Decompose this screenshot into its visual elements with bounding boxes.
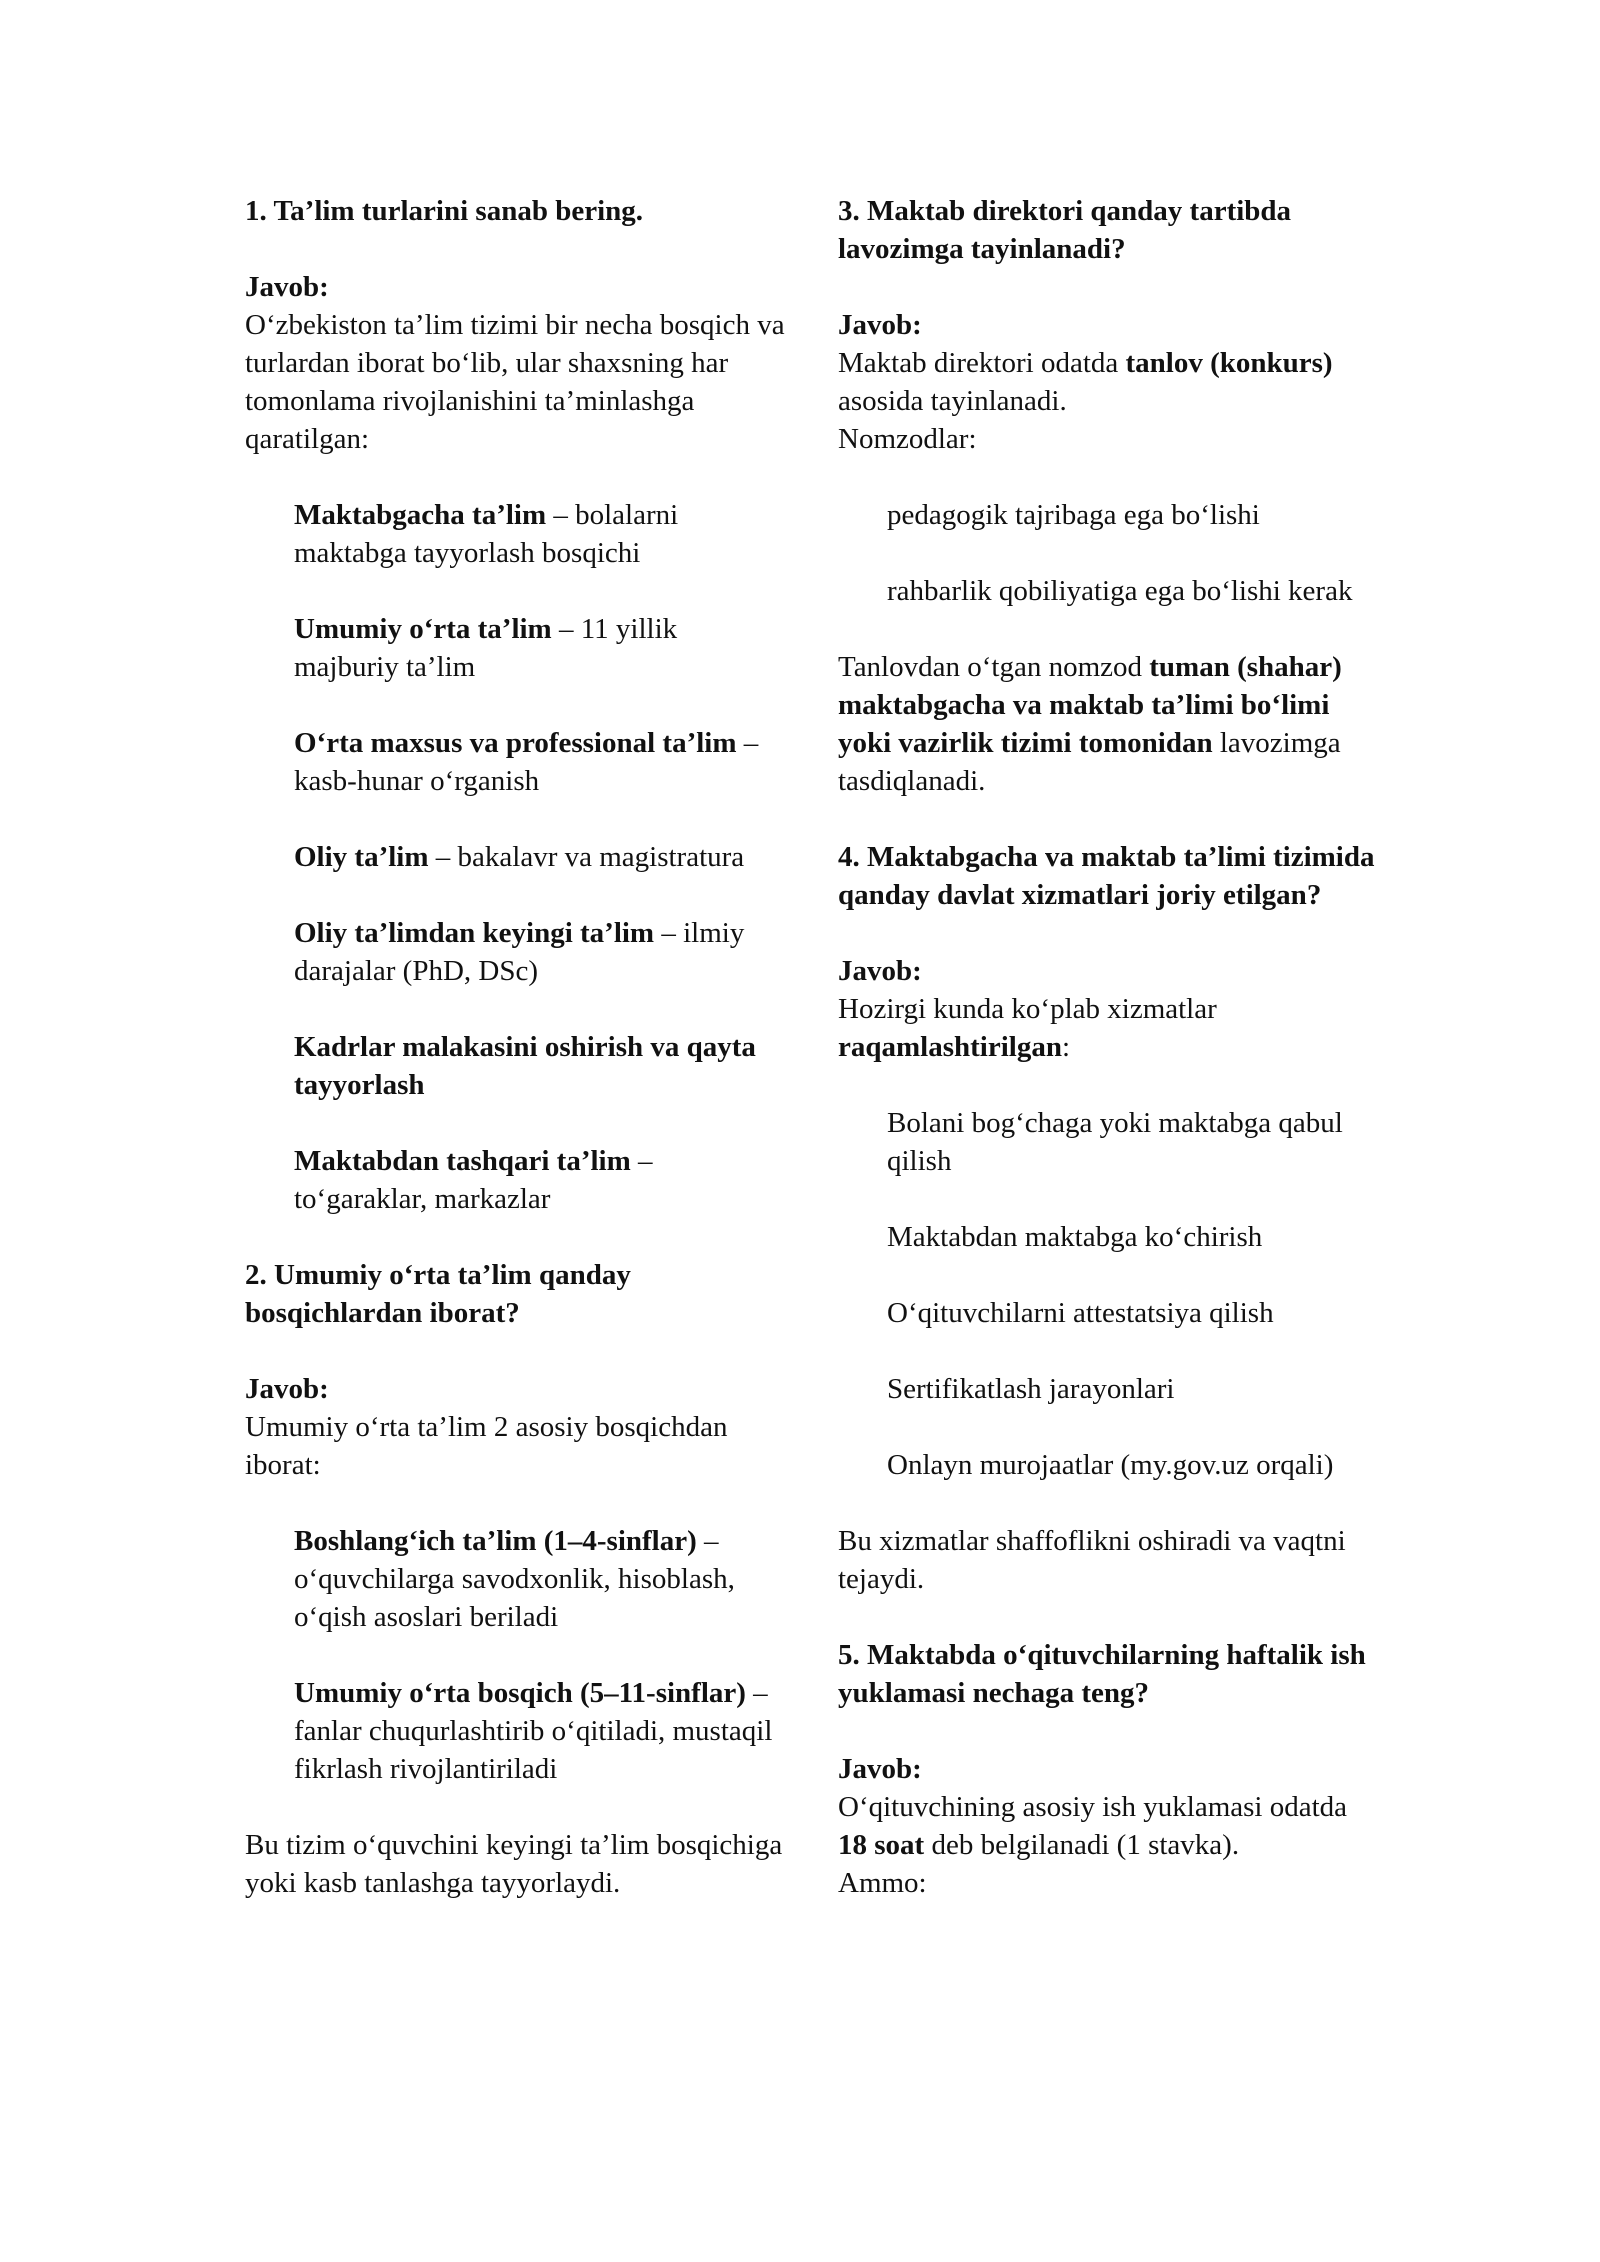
- left-column: [245, 192, 785, 1940]
- question-2-intro: Umumiy o‘rta ta’lim 2 asosiy bosqichdan iborat:: [245, 1411, 728, 1481]
- list-item: Boshlang‘ich ta’lim (1–4-sinflar) – o‘quvchilarga savodxonlik, hisoblash, o‘qish asoslari beriladi: [294, 1525, 735, 1633]
- right-column: [838, 192, 1378, 1902]
- list-item: Onlayn murojaatlar (my.gov.uz orqali): [887, 1449, 1334, 1481]
- list-item: Sertifikatlash jarayonlari: [887, 1373, 1175, 1405]
- list-item: O‘qituvchilarni attestatsiya qilish: [887, 1297, 1274, 1329]
- list-item: O‘rta maxsus va professional ta’lim – kasb-hunar o‘rganish: [294, 727, 759, 797]
- list-item: Bolani bog‘chaga yoki maktabga qabul qilish: [887, 1107, 1343, 1177]
- question-4-outro: Bu xizmatlar shaffoflikni oshiradi va vaqtni tejaydi.: [838, 1525, 1346, 1595]
- question-3-nominees: Nomzodlar:: [838, 423, 977, 455]
- list-item: pedagogik tajribaga ega bo‘lishi: [887, 499, 1260, 531]
- list-item: Oliy ta’lim – bakalavr va magistratura: [294, 841, 745, 873]
- question-5-however: Ammo:: [838, 1867, 927, 1899]
- list-item: Umumiy o‘rta ta’lim – 11 yillik majburiy ta’lim: [294, 613, 678, 683]
- question-4-title: 4. Maktabgacha va maktab ta’limi tizimida qanday davlat xizmatlari joriy etilgan?: [838, 841, 1375, 911]
- question-3-intro: Maktab direktori odatda tanlov (konkurs) asosida tayinlanadi.: [838, 347, 1333, 417]
- question-2-title: 2. Umumiy o‘rta ta’lim qanday bosqichlardan iborat?: [245, 1259, 631, 1329]
- answer-label: Javob:: [838, 955, 922, 987]
- list-item: Umumiy o‘rta bosqich (5–11-sinflar) – fanlar chuqurlashtirib o‘qitiladi, mustaqil fikrlash rivojlantiriladi: [294, 1677, 773, 1785]
- list-item: rahbarlik qobiliyatiga ega bo‘lishi kerak: [887, 575, 1353, 607]
- answer-label: Javob:: [245, 1373, 329, 1405]
- answer-label: Javob:: [838, 1753, 922, 1785]
- question-4-intro: Hozirgi kunda ko‘plab xizmatlar raqamlashtirilgan:: [838, 993, 1217, 1063]
- list-item: Maktabdan maktabga ko‘chirish: [887, 1221, 1263, 1253]
- question-3-title: 3. Maktab direktori qanday tartibda lavozimga tayinlanadi?: [838, 195, 1292, 265]
- question-5-text: O‘qituvchining asosiy ish yuklamasi odatda 18 soat deb belgilanadi (1 stavka).: [838, 1791, 1348, 1861]
- answer-label: Javob:: [838, 309, 922, 341]
- question-5-title: 5. Maktabda o‘qituvchilarning haftalik ish yuklamasi nechaga teng?: [838, 1639, 1366, 1709]
- question-3-outro: Tanlovdan o‘tgan nomzod tuman (shahar) maktabgacha va maktab ta’limi bo‘limi yoki vazirlik tizimi tomonidan lavozimga tasdiqlanadi.: [838, 651, 1342, 797]
- list-item: Maktabdan tashqari ta’lim – to‘garaklar, markazlar: [294, 1145, 653, 1215]
- question-1-title: 1. Ta’lim turlarini sanab bering.: [245, 195, 644, 227]
- question-1-intro: O‘zbekiston ta’lim tizimi bir necha bosqich va turlardan iborat bo‘lib, ular shaxsning har tomonlama rivojlanishini ta’minlashga qaratilgan:: [245, 309, 785, 455]
- list-item: Kadrlar malakasini oshirish va qayta tayyorlash: [294, 1031, 756, 1101]
- answer-label: Javob:: [245, 271, 329, 303]
- question-2-outro: Bu tizim o‘quvchini keyingi ta’lim bosqichiga yoki kasb tanlashga tayyorlaydi.: [245, 1829, 783, 1899]
- list-item: Oliy ta’limdan keyingi ta’lim – ilmiy darajalar (PhD, DSc): [294, 917, 745, 987]
- list-item: Maktabgacha ta’lim – bolalarni maktabga tayyorlash bosqichi: [294, 499, 679, 569]
